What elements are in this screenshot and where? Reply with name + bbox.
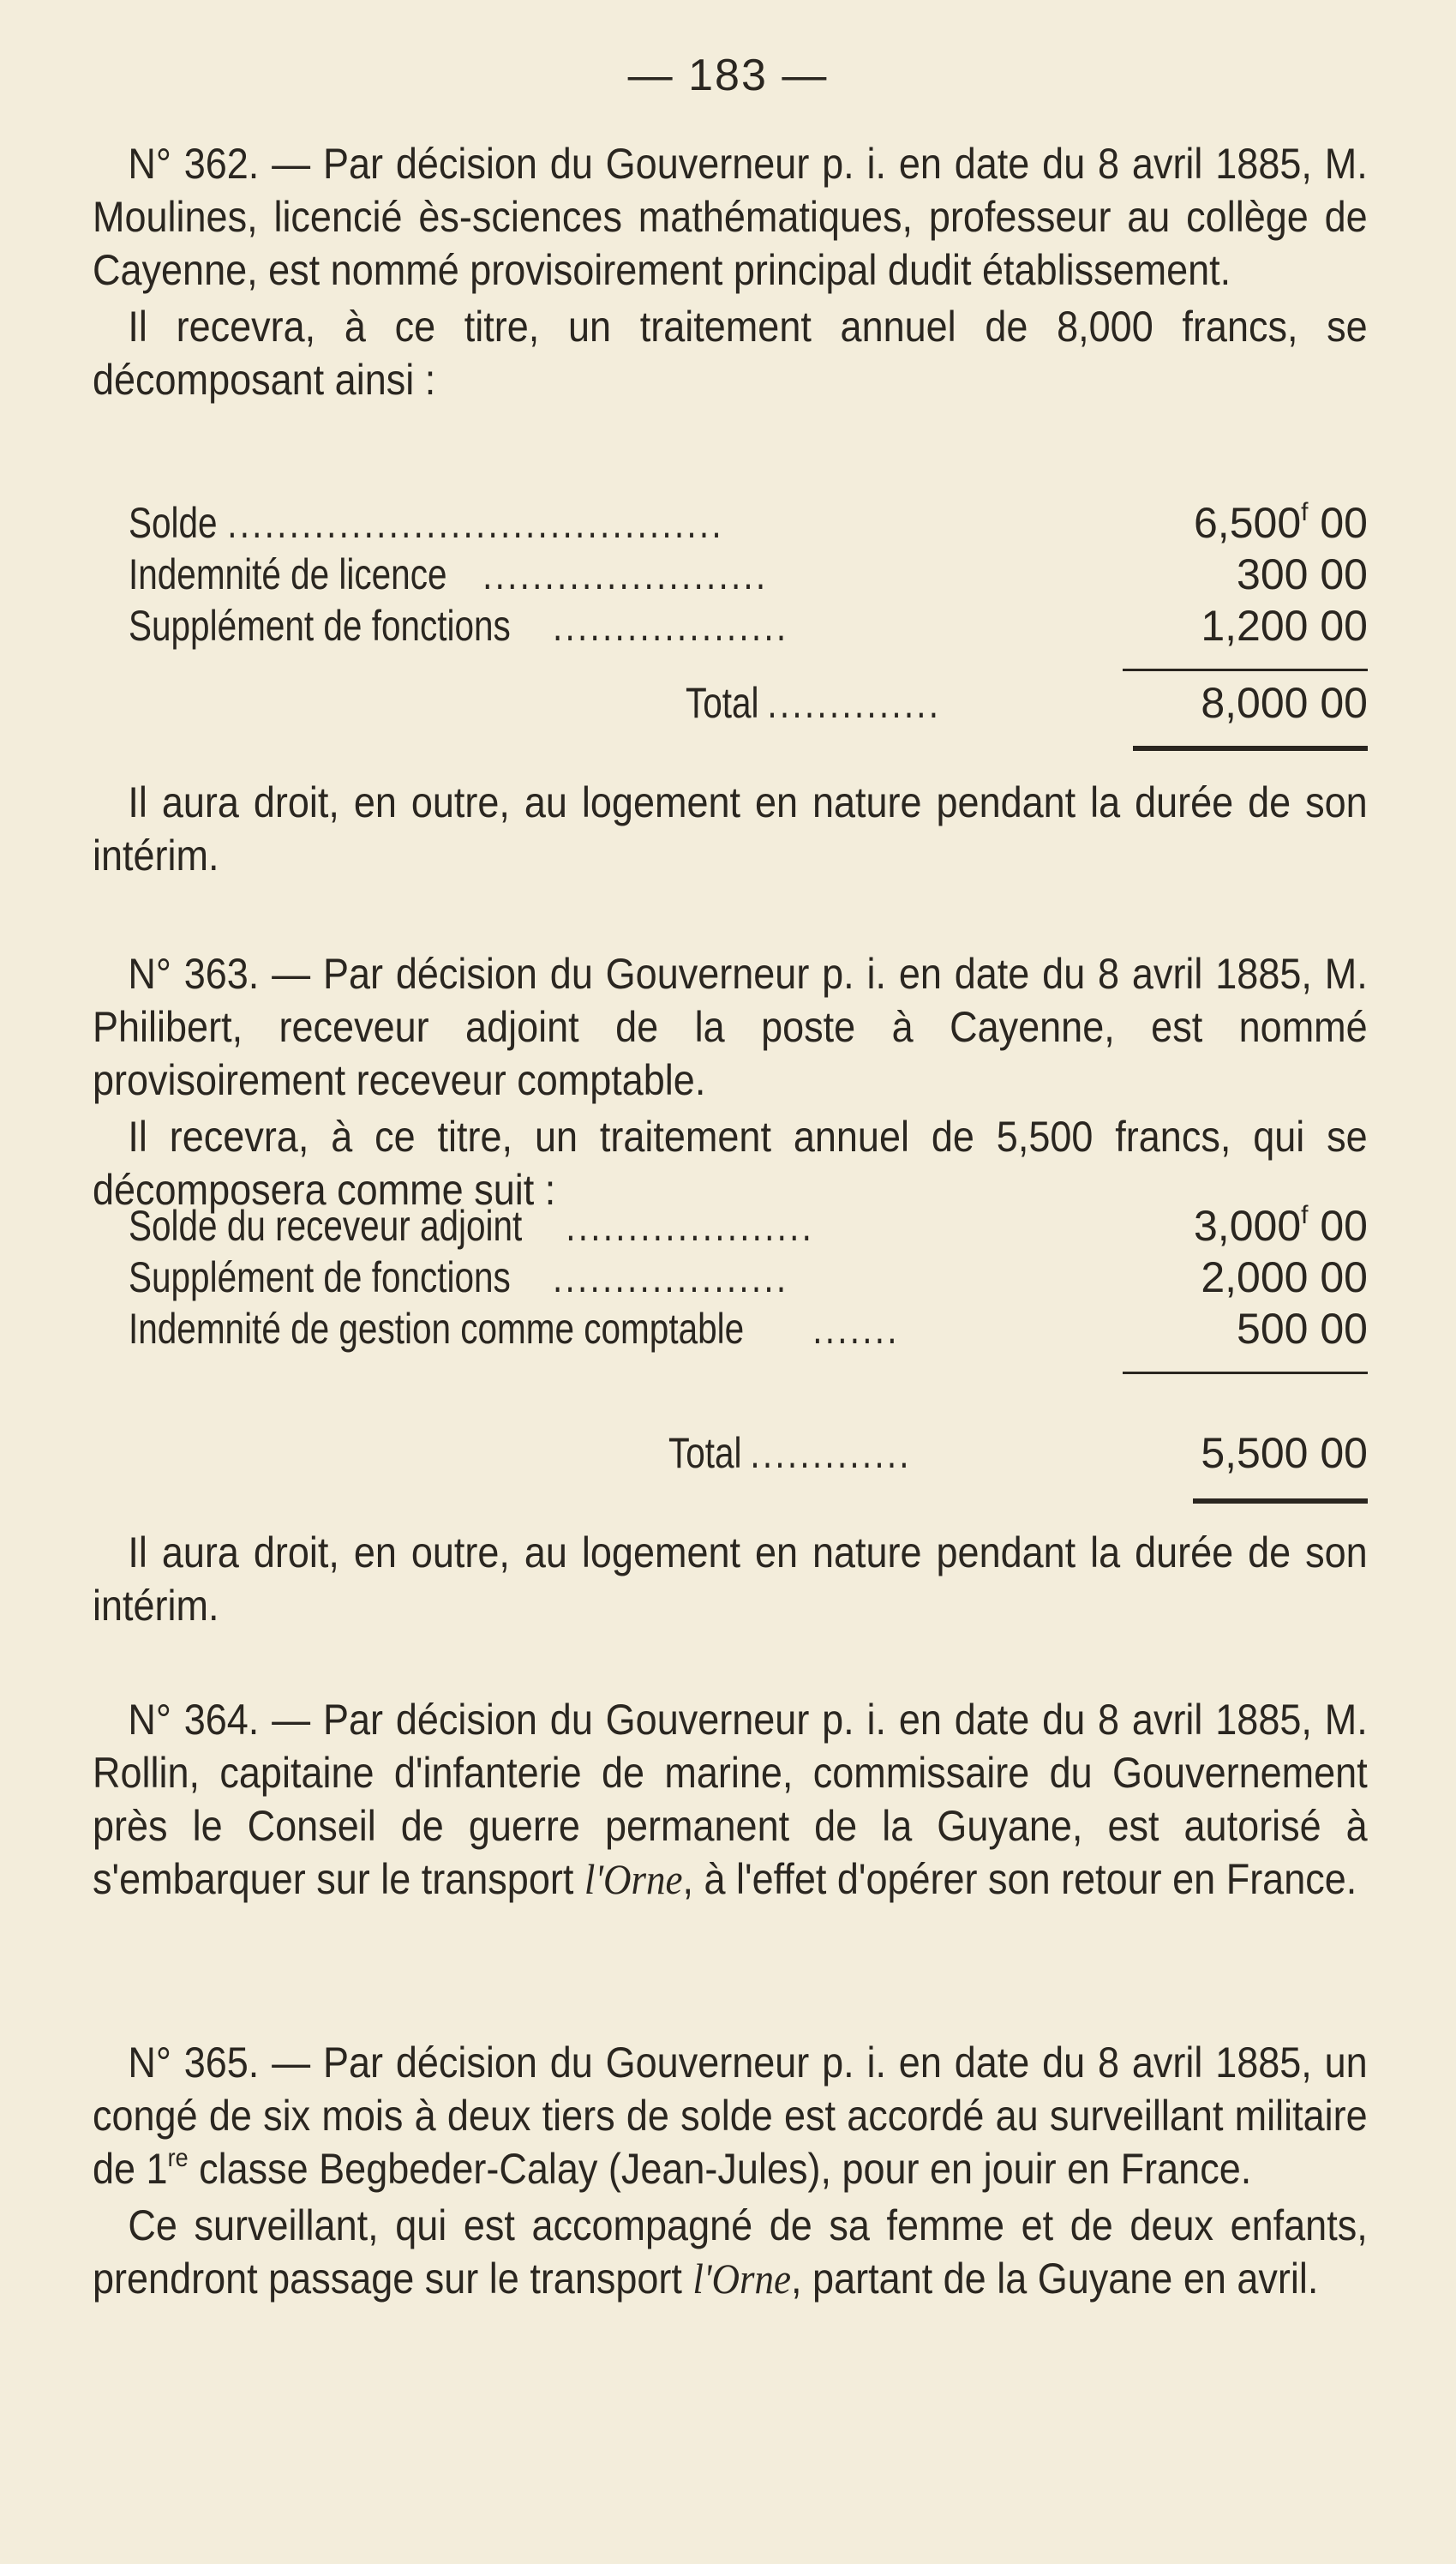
section-362 (93, 137, 1368, 410)
section-362-total: Total .............. 8,000 00 (686, 679, 1368, 727)
section-362-salary-text: Il recevra, à ce titre, un traitement annuel de 8,000 francs, se décomposant ainsi : (93, 303, 1368, 404)
section-362-closing-block (93, 776, 1368, 886)
section-363-closing: Il aura droit, en outre, au logement en nature pendant la durée de son intérim. (93, 1528, 1368, 1630)
section-362-row-licence: Indemnité de licence ....................... 300 00 (129, 550, 1368, 598)
section-363-row-gestion: Indemnité de gestion comme comptable ....... 500 00 (129, 1305, 1368, 1353)
section-363-intro: N° 363. — Par décision du Gouverneur p. i. en date du 8 avril 1885, M. Philibert, receveur adjoint de la poste à Cayenne, est nommé provisoirement receveur comptable. (93, 950, 1368, 1104)
page-number: — 183 — (627, 51, 829, 100)
separator-rule (1133, 746, 1368, 751)
ship-name: l'Orne (692, 2255, 792, 2303)
total-rule (1123, 1372, 1368, 1374)
section-363-row-solde: Solde du receveur adjoint .................... 3,000$^f$ 00 (129, 1201, 1368, 1250)
section-363-salary-text: Il recevra, à ce titre, un traitement annuel de 5,500 francs, qui se décomposera comme suit : (93, 1113, 1368, 1214)
section-362-intro: N° 362. — Par décision du Gouverneur p. i. en date du 8 avril 1885, M. Moulines, licencié ès-sciences mathématiques, professeur au collège de Cayenne, est nommé provisoirement principal dudit établissement. (93, 140, 1368, 294)
separator-rule (1193, 1498, 1368, 1504)
section-362-row-solde: Solde ........................................ 6,500$^f$ 00 (129, 498, 1368, 547)
section-363-total: Total ............. 5,500 00 (668, 1429, 1368, 1477)
section-363-row-fonctions: Supplément de fonctions ................... 2,000 00 (129, 1253, 1368, 1301)
section-363 (93, 947, 1368, 1220)
section-365-text: N° 365. — Par décision du Gouverneur p. i. en date du 8 avril 1885, un congé de six mois à deux tiers de solde est accordé au surveillant militaire de 1re classe Begbeder-Calay (Jean-Jules), pour en jouir en France. (93, 2039, 1368, 2193)
total-rule (1123, 669, 1368, 671)
section-362-row-fonctions: Supplément de fonctions ................... 1,200 00 (129, 602, 1368, 650)
section-364-text: N° 364. — Par décision du Gouverneur p. i. en date du 8 avril 1885, M. Rollin, capitaine d'infanterie de marine, commissaire du Gouvernement près le Conseil de guerre permanent de la Guyane, est autorisé à s'embarquer sur le transport l'Orne, à l'effet d'opérer son retour en France. (93, 1696, 1368, 1903)
section-365-passage: Ce surveillant, qui est accompagné de sa femme et de deux enfants, prendront passage sur le transport l'Orne, partant de la Guyane en avril. (93, 2201, 1368, 2303)
section-364 (93, 1693, 1368, 1909)
section-362-closing: Il aura droit, en outre, au logement en nature pendant la durée de son intérim. (93, 778, 1368, 880)
ship-name: l'Orne (584, 1855, 683, 1903)
section-363-closing-block (93, 1526, 1368, 1636)
section-365 (93, 2036, 1368, 2309)
